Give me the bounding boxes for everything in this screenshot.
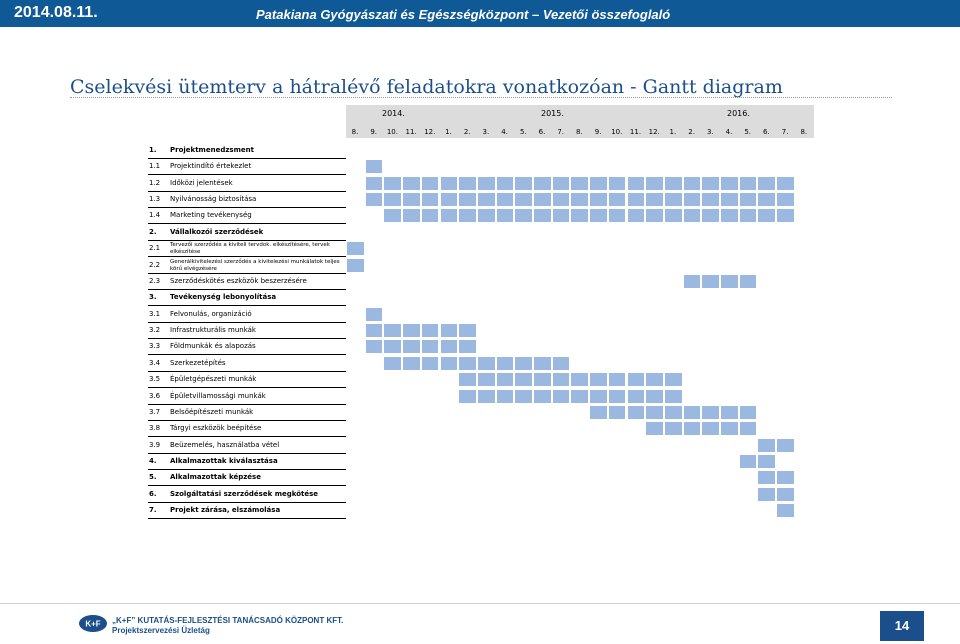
year-label: 2014. (382, 109, 405, 118)
gantt-bar-cell (440, 339, 459, 354)
month-label: 5. (519, 128, 527, 136)
gantt-bar-cell (589, 372, 608, 387)
gantt-bar-cell (739, 421, 758, 436)
gantt-bar-cell (739, 208, 758, 223)
month-label: 3. (706, 128, 714, 136)
gantt-bar-cell (402, 339, 421, 354)
gantt-bar-cell (664, 372, 683, 387)
gantt-bar-cell (496, 192, 515, 207)
gantt-bar-cell (365, 307, 384, 322)
gantt-bar-cell (514, 389, 533, 404)
gantt-bar-cell (533, 192, 552, 207)
gantt-bar-cell (645, 176, 664, 191)
gantt-bar-cell (589, 176, 608, 191)
gantt-bar-cell (514, 176, 533, 191)
header-bar (0, 0, 960, 27)
gantt-bar-cell (608, 389, 627, 404)
task-label: Marketing tevékenység (170, 211, 252, 220)
gantt-bar-cell (346, 258, 365, 273)
gantt-bar-cell (533, 176, 552, 191)
gantt-bar-cell (365, 192, 384, 207)
task-label: Alkalmazottak képzése (170, 473, 261, 482)
month-label: 1. (669, 128, 677, 136)
gantt-bar-cell (776, 470, 795, 485)
task-label: Épületvillamossági munkák (170, 391, 266, 400)
gantt-bar-cell (739, 405, 758, 420)
month-label: 10. (611, 128, 623, 136)
gantt-bar-cell (477, 372, 496, 387)
logo-text: K+F (85, 619, 101, 629)
gantt-bar-cell (608, 372, 627, 387)
gantt-bar-cell (757, 208, 776, 223)
gantt-bar-cell (664, 421, 683, 436)
gantt-bar-cell (627, 389, 646, 404)
gantt-bar-cell (645, 372, 664, 387)
month-label: 2. (688, 128, 695, 136)
gantt-bar-cell (570, 208, 589, 223)
task-label: Belsőépítészeti munkák (170, 407, 254, 416)
month-label: 8. (576, 128, 583, 136)
month-label: 3. (482, 128, 490, 136)
task-label: Szolgáltatási szerződések megkötése (170, 489, 319, 498)
gantt-bar-cell (477, 356, 496, 371)
task-label: Szerkezetépítés (170, 358, 226, 367)
month-label: 11. (405, 128, 417, 136)
month-label: 1. (445, 128, 452, 136)
gantt-bar-cell (608, 405, 627, 420)
task-number: 5. (149, 473, 157, 482)
gantt-bar-cell (664, 208, 683, 223)
gantt-bar-cell (627, 372, 646, 387)
gantt-bar-cell (421, 192, 440, 207)
gantt-bar-cell (496, 372, 515, 387)
gantt-bar-cell (552, 192, 571, 207)
month-label: 10. (386, 128, 398, 136)
gantt-bar-cell (757, 487, 776, 502)
gantt-bar-cell (421, 208, 440, 223)
gantt-bar-cell (627, 176, 646, 191)
month-label: 6. (763, 128, 770, 136)
gantt-bar-cell (739, 274, 758, 289)
header-title: Patakiana Gyógyászati és Egészségközpont – Vezetői összefoglaló (256, 7, 671, 22)
gantt-bar-cell (383, 208, 402, 223)
month-label: 2. (463, 128, 471, 136)
gantt-bar-cell (533, 372, 552, 387)
task-label: Vállalkozói szerződések (170, 227, 264, 236)
task-number: 2.2 (149, 260, 161, 269)
gantt-bar-cell (645, 389, 664, 404)
month-label: 7. (781, 128, 789, 136)
gantt-bar-cell (365, 323, 384, 338)
year-label: 2016. (727, 109, 750, 118)
gantt-bar-cell (608, 192, 627, 207)
gantt-bar-cell (570, 176, 589, 191)
gantt-bar-cell (365, 339, 384, 354)
gantt-bar-cell (701, 192, 720, 207)
gantt-bar-cell (589, 208, 608, 223)
task-number: 7. (149, 506, 157, 515)
month-label: 8. (351, 128, 359, 136)
gantt-bar-cell (477, 192, 496, 207)
gantt-bar-cell (383, 339, 402, 354)
gantt-bar-cell (776, 487, 795, 502)
month-label: 8. (800, 128, 808, 136)
gantt-bar-cell (683, 176, 702, 191)
title-divider (70, 97, 892, 98)
gantt-bar-cell (440, 208, 459, 223)
task-label: Tervezői szerződés a kiviteli tervdok. elkészítésére, tervek elkészítése (170, 242, 330, 256)
gantt-bar-cell (701, 176, 720, 191)
month-label: 12. (424, 128, 436, 136)
task-label: Infrastrukturális munkák (170, 326, 256, 335)
task-number: 3.7 (149, 407, 161, 416)
gantt-bar-cell (421, 356, 440, 371)
gantt-bar-cell (552, 356, 571, 371)
task-number: 1.1 (149, 162, 161, 171)
gantt-bar-cell (776, 208, 795, 223)
gantt-bar-cell (683, 192, 702, 207)
month-label: 9. (594, 128, 602, 136)
page-number: 14 (880, 611, 924, 641)
gantt-bar-cell (589, 405, 608, 420)
task-number: 6. (149, 489, 157, 498)
task-number: 3.2 (149, 326, 161, 335)
month-label: 5. (744, 128, 752, 136)
task-number: 3.4 (149, 358, 161, 367)
company-logo (78, 614, 108, 633)
gantt-bar-cell (627, 208, 646, 223)
gantt-bar-cell (402, 208, 421, 223)
gantt-bar-cell (402, 192, 421, 207)
gantt-bar-cell (496, 356, 515, 371)
gantt-bar-cell (402, 176, 421, 191)
gantt-bar-cell (776, 176, 795, 191)
gantt-bar-cell (477, 176, 496, 191)
footer-division: Projektszervezési Üzletág (112, 626, 210, 635)
gantt-bar-cell (458, 356, 477, 371)
gantt-bar-cell (570, 372, 589, 387)
task-label: Alkalmazottak kiválasztása (170, 457, 278, 466)
gantt-bar-cell (496, 389, 515, 404)
gantt-bar-cell (458, 323, 477, 338)
gantt-bar-cell (477, 389, 496, 404)
task-number: 3.9 (149, 440, 161, 449)
gantt-bar-cell (514, 208, 533, 223)
gantt-bar-cell (757, 192, 776, 207)
month-label: 11. (629, 128, 642, 136)
task-label: Projektmenedzsment (170, 146, 254, 154)
task-number: 3.1 (149, 309, 161, 318)
gantt-bar-cell (458, 192, 477, 207)
slide-title: Cselekvési ütemterv a hátralévő feladatokra vonatkozóan - Gantt diagram (70, 76, 783, 98)
gantt-bar-cell (458, 389, 477, 404)
gantt-bar-cell (757, 176, 776, 191)
gantt-bar-cell (589, 192, 608, 207)
gantt-bar-cell (570, 389, 589, 404)
gantt-bar-cell (496, 208, 515, 223)
gantt-bar-cell (739, 454, 758, 469)
gantt-bar-cell (608, 176, 627, 191)
gantt-bar-cell (421, 176, 440, 191)
gantt-bar-cell (627, 192, 646, 207)
task-label: Generálkivitelezési szerződés a kivitelezési munkálatok teljes körű elvégzésére (170, 258, 340, 272)
task-label: Épületgépészeti munkák (170, 375, 257, 384)
gantt-bar-cell (440, 192, 459, 207)
gantt-bar-cell (720, 208, 739, 223)
task-number: 2. (149, 227, 157, 236)
month-label: 4. (501, 128, 508, 136)
gantt-bar-cell (346, 241, 365, 256)
gantt-bar-cell (421, 339, 440, 354)
gantt-bar-cell (440, 176, 459, 191)
gantt-bar-cell (440, 356, 459, 371)
gantt-bar-cell (514, 192, 533, 207)
task-label: Időközi jelentések (170, 178, 233, 187)
gantt-bar-cell (664, 405, 683, 420)
gantt-bar-cell (720, 405, 739, 420)
gantt-bar-cell (365, 159, 384, 174)
task-label: Beüzemelés, használatba vétel (170, 440, 280, 449)
gantt-bar-cell (533, 208, 552, 223)
gantt-bar-cell (552, 372, 571, 387)
month-label: 4. (725, 128, 733, 136)
task-label: Szerződéskötés eszközök beszerzésére (170, 276, 307, 285)
gantt-bar-cell (776, 503, 795, 518)
gantt-bar-cell (589, 389, 608, 404)
gantt-bar-cell (383, 192, 402, 207)
gantt-bar-cell (627, 405, 646, 420)
gantt-bar-cell (514, 372, 533, 387)
footer-divider (0, 603, 960, 604)
gantt-bar-cell (683, 421, 702, 436)
year-label: 2015. (541, 109, 564, 118)
task-number: 3.8 (149, 424, 161, 433)
header-date: 2014.08.11. (14, 4, 98, 21)
gantt-bar-cell (664, 389, 683, 404)
month-label: 12. (648, 128, 660, 136)
gantt-bar-cell (720, 176, 739, 191)
gantt-bar-cell (421, 323, 440, 338)
task-label: Tevékenység lebonyolítása (170, 293, 277, 302)
gantt-bar-cell (776, 192, 795, 207)
gantt-bar-cell (552, 389, 571, 404)
gantt-bar-cell (757, 438, 776, 453)
gantt-bar-cell (720, 421, 739, 436)
task-label: Földmunkák és alapozás (170, 342, 256, 351)
task-number: 1.2 (149, 178, 161, 187)
gantt-bar-cell (458, 339, 477, 354)
gantt-bar-cell (552, 208, 571, 223)
gantt-bar-cell (383, 323, 402, 338)
month-label: 7. (557, 128, 565, 136)
task-number: 3.3 (149, 342, 161, 351)
footer-company: „K+F” KUTATÁS-FEJLESZTÉSI TANÁCSADÓ KÖZPONT KFT. (112, 616, 344, 625)
task-number: 2.1 (149, 244, 161, 253)
task-number: 1.4 (149, 211, 161, 220)
gantt-bar-cell (664, 176, 683, 191)
gantt-bar-cell (757, 454, 776, 469)
gantt-bar-cell (720, 192, 739, 207)
gantt-bar-cell (458, 372, 477, 387)
task-number: 4. (149, 457, 157, 466)
gantt-bar-cell (720, 274, 739, 289)
gantt-bar-cell (645, 192, 664, 207)
gantt-bar-cell (477, 208, 496, 223)
task-label: Projektindító értekezlet (170, 162, 252, 171)
gantt-bar-cell (739, 176, 758, 191)
task-label: Nyilvánosság biztosítása (170, 195, 257, 204)
gantt-bar-cell (701, 208, 720, 223)
gantt-bar-cell (683, 274, 702, 289)
gantt-bar-cell (365, 176, 384, 191)
gantt-bar-cell (608, 208, 627, 223)
gantt-bar-cell (458, 208, 477, 223)
gantt-bar-cell (664, 192, 683, 207)
task-label: Felvonulás, organizáció (170, 309, 252, 318)
month-label: 6. (538, 128, 546, 136)
task-label: Projekt zárása, elszámolása (170, 506, 281, 515)
gantt-bar-cell (683, 405, 702, 420)
gantt-bar-cell (701, 405, 720, 420)
gantt-bar-cell (383, 176, 402, 191)
gantt-bar-cell (645, 208, 664, 223)
task-number: 3.5 (149, 375, 161, 384)
gantt-bar-cell (701, 274, 720, 289)
gantt-bar-cell (739, 192, 758, 207)
gantt-bar-cell (533, 389, 552, 404)
task-number: 1. (149, 146, 157, 154)
gantt-bar-cell (776, 438, 795, 453)
gantt-bar-cell (552, 176, 571, 191)
task-label: Tárgyi eszközök beépítése (170, 424, 262, 433)
gantt-bar-cell (701, 421, 720, 436)
gantt-bar-cell (645, 421, 664, 436)
gantt-bar-cell (533, 356, 552, 371)
gantt-bar-cell (757, 470, 776, 485)
task-number: 2.3 (149, 276, 161, 285)
gantt-bar-cell (402, 323, 421, 338)
task-number: 3.6 (149, 391, 161, 400)
gantt-bar-cell (645, 405, 664, 420)
task-number: 1.3 (149, 195, 161, 204)
gantt-bar-cell (458, 176, 477, 191)
gantt-bar-cell (402, 356, 421, 371)
gantt-bar-cell (514, 356, 533, 371)
task-number: 3. (149, 293, 157, 302)
gantt-bar-cell (383, 356, 402, 371)
month-label: 9. (370, 128, 378, 136)
gantt-bar-cell (440, 323, 459, 338)
gantt-bar-cell (570, 192, 589, 207)
gantt-bar-cell (683, 208, 702, 223)
gantt-bar-cell (496, 176, 515, 191)
